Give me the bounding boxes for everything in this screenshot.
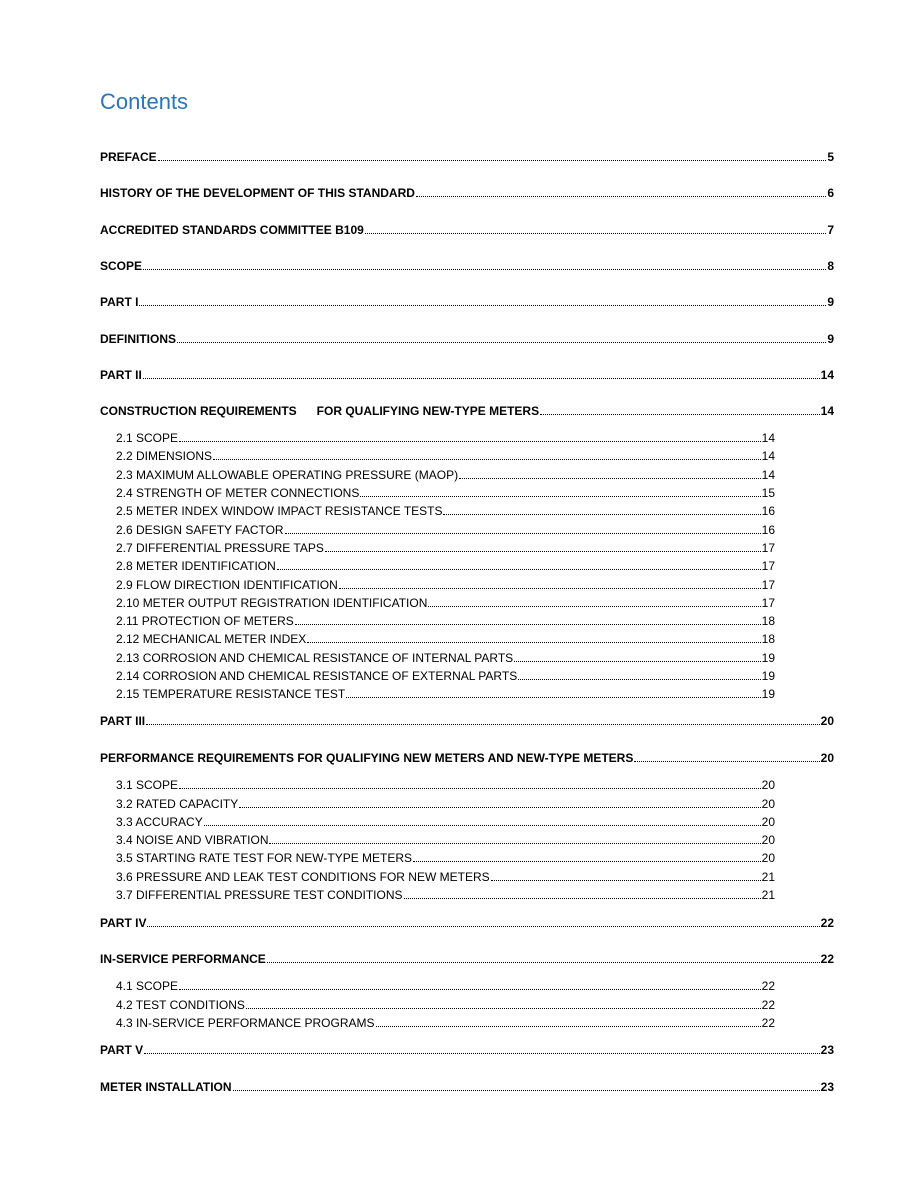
toc-entry-label: 3.5 STARTING RATE TEST FOR NEW-TYPE METERS	[116, 851, 413, 865]
dot-leader	[365, 233, 827, 234]
dot-leader	[295, 624, 761, 625]
toc-entry-label: 2.2 DIMENSIONS	[116, 449, 213, 463]
toc-entry-label: 2.3 MAXIMUM ALLOWABLE OPERATING PRESSURE (MAOP)	[116, 468, 459, 482]
toc-entry-label: PART I	[100, 295, 139, 309]
toc-subsection-entry[interactable]	[116, 997, 775, 1013]
toc-page-number: 14	[820, 368, 834, 382]
toc-entry-label: 2.11 PROTECTION OF METERS	[116, 614, 294, 628]
toc-subsection-entry[interactable]	[116, 850, 775, 866]
toc-subsection-entry[interactable]	[116, 832, 775, 848]
toc-entry-label: 2.13 CORROSION AND CHEMICAL RESISTANCE OF INTERNAL PARTS	[116, 651, 514, 665]
toc-subsection-entry[interactable]	[116, 1015, 775, 1031]
dot-leader	[213, 459, 761, 460]
toc-subsection-entry[interactable]	[116, 558, 775, 574]
toc-subsection-entry[interactable]	[116, 485, 775, 501]
dot-leader	[518, 679, 760, 680]
dot-leader	[339, 588, 761, 589]
toc-page-number: 20	[820, 714, 834, 728]
dot-leader	[514, 661, 760, 662]
toc-entry-label: 2.6 DESIGN SAFETY FACTOR	[116, 523, 284, 537]
toc-subsection-entry[interactable]	[116, 796, 775, 812]
toc-entry-label: DEFINITIONS	[100, 332, 177, 346]
toc-page-number: 7	[827, 223, 834, 237]
toc-page-number: 17	[761, 559, 775, 573]
toc-entry-label: PART V	[100, 1043, 144, 1057]
toc-page-number: 14	[820, 404, 834, 418]
dot-leader	[269, 843, 760, 844]
toc-entry-label: PART III	[100, 714, 146, 728]
toc-page-number: 23	[820, 1043, 834, 1057]
toc-heading-entry[interactable]	[100, 713, 834, 729]
toc-entry-label: 4.1 SCOPE	[116, 979, 179, 993]
page-title: Contents	[100, 89, 189, 114]
toc-entry-label: METER INSTALLATION	[100, 1080, 232, 1094]
toc-entry-label: 3.2 RATED CAPACITY	[116, 797, 239, 811]
dot-leader	[416, 196, 826, 197]
toc-page-number: 22	[761, 1016, 775, 1030]
toc-page-number: 16	[761, 504, 775, 518]
toc-entry-label: 2.15 TEMPERATURE RESISTANCE TEST	[116, 687, 346, 701]
dot-leader	[143, 378, 820, 379]
toc-page-number: 20	[761, 778, 775, 792]
toc-page-number: 20	[761, 797, 775, 811]
toc-entry-label: 2.7 DIFFERENTIAL PRESSURE TAPS	[116, 541, 324, 555]
toc-heading-entry[interactable]	[100, 915, 834, 931]
toc-page-number: 16	[761, 523, 775, 537]
dot-leader	[346, 697, 760, 698]
toc-page-number: 9	[827, 332, 834, 346]
toc-entry-label: 3.4 NOISE AND VIBRATION	[116, 833, 269, 847]
dot-leader	[179, 788, 761, 789]
toc-page-number: 18	[761, 614, 775, 628]
dot-leader	[428, 606, 760, 607]
toc-subsection-entry[interactable]	[116, 686, 775, 702]
dot-leader	[277, 569, 761, 570]
dot-leader	[179, 441, 761, 442]
toc-subsection-entry[interactable]	[116, 777, 775, 793]
toc-entry-label: 2.5 METER INDEX WINDOW IMPACT RESISTANCE TESTS	[116, 504, 443, 518]
toc-entry-label: CONSTRUCTION REQUIREMENTS FOR QUALIFYING NEW-TYPE METERS	[100, 404, 540, 418]
toc-subsection-entry[interactable]	[116, 814, 775, 830]
toc-entry-label: IN-SERVICE PERFORMANCE	[100, 952, 266, 966]
dot-leader	[139, 305, 826, 306]
toc-heading-entry[interactable]	[100, 294, 834, 310]
dot-leader	[404, 898, 761, 899]
toc-page-number: 22	[820, 916, 834, 930]
toc-subsection-entry[interactable]	[116, 448, 775, 464]
dot-leader	[376, 1026, 761, 1027]
toc-entry-label: 4.3 IN-SERVICE PERFORMANCE PROGRAMS	[116, 1016, 375, 1030]
toc-page-number: 17	[761, 596, 775, 610]
toc-page-number: 21	[761, 888, 775, 902]
toc-heading-entry[interactable]	[100, 222, 834, 238]
toc-heading-entry[interactable]	[100, 367, 834, 383]
toc-heading-entry[interactable]	[100, 1042, 834, 1058]
dot-leader	[239, 807, 760, 808]
toc-entry-label: 3.1 SCOPE	[116, 778, 179, 792]
dot-leader	[158, 160, 827, 161]
toc-subsection-entry[interactable]	[116, 887, 775, 903]
toc-page-number: 9	[827, 295, 834, 309]
toc-page-number: 6	[827, 186, 834, 200]
toc-entry-label: 2.14 CORROSION AND CHEMICAL RESISTANCE OF EXTERNAL PARTS	[116, 669, 518, 683]
dot-leader	[147, 926, 819, 927]
toc-page-number: 17	[761, 541, 775, 555]
dot-leader	[246, 1008, 761, 1009]
toc-subsection-entry[interactable]	[116, 978, 775, 994]
toc-entry-label: 2.4 STRENGTH OF METER CONNECTIONS	[116, 486, 360, 500]
toc-heading-entry[interactable]	[100, 750, 834, 766]
toc-entry-label: 3.3 ACCURACY	[116, 815, 203, 829]
toc-heading-entry[interactable]	[100, 403, 834, 419]
toc-subsection-entry[interactable]	[116, 613, 775, 629]
dot-leader	[285, 533, 761, 534]
toc-subsection-entry[interactable]	[116, 467, 775, 483]
toc-page-number: 20	[761, 851, 775, 865]
toc-subsection-entry[interactable]	[116, 540, 775, 556]
toc-heading-entry[interactable]	[100, 1079, 834, 1095]
toc-page-number: 14	[761, 468, 775, 482]
dot-leader	[204, 825, 761, 826]
dot-leader	[143, 269, 826, 270]
toc-entry-label: 2.8 METER IDENTIFICATION	[116, 559, 276, 573]
toc-entry-label: 4.2 TEST CONDITIONS	[116, 998, 245, 1012]
toc-entry-label: 3.6 PRESSURE AND LEAK TEST CONDITIONS FOR NEW METERS	[116, 870, 490, 884]
dot-leader	[307, 642, 760, 643]
toc-page-number: 20	[820, 751, 834, 765]
toc-subsection-entry[interactable]	[116, 650, 775, 666]
toc-page-number: 19	[761, 687, 775, 701]
toc-page-number: 14	[761, 449, 775, 463]
toc-heading-entry[interactable]	[100, 185, 834, 201]
toc-page-number: 14	[761, 431, 775, 445]
toc-subsection-entry[interactable]	[116, 503, 775, 519]
toc-heading-entry[interactable]	[100, 149, 834, 165]
toc-subsection-entry[interactable]	[116, 869, 775, 885]
toc-entry-label: SCOPE	[100, 259, 143, 273]
toc-page-number: 22	[820, 952, 834, 966]
toc-entry-label: PERFORMANCE REQUIREMENTS FOR QUALIFYING NEW METERS AND NEW-TYPE METERS	[100, 751, 634, 765]
dot-leader	[325, 551, 761, 552]
toc-page-number: 21	[761, 870, 775, 884]
toc-subsection-entry[interactable]	[116, 522, 775, 538]
toc-entry-label: ACCREDITED STANDARDS COMMITTEE B109	[100, 223, 364, 237]
toc-subsection-entry[interactable]	[116, 577, 775, 593]
dot-leader	[459, 478, 761, 479]
toc-page-number: 22	[761, 998, 775, 1012]
dot-leader	[177, 342, 826, 343]
dot-leader	[179, 989, 761, 990]
toc-subsection-entry[interactable]	[116, 430, 775, 446]
toc-page-number: 19	[761, 669, 775, 683]
toc-subsection-entry[interactable]	[116, 668, 775, 684]
toc-page-number: 20	[761, 815, 775, 829]
dot-leader	[491, 880, 761, 881]
toc-entry-label: PART IV	[100, 916, 147, 930]
dot-leader	[540, 414, 820, 415]
toc-page-number: 5	[827, 150, 834, 164]
toc-heading-entry[interactable]	[100, 258, 834, 274]
toc-page-number: 8	[827, 259, 834, 273]
dot-leader	[146, 724, 820, 725]
toc-entry-label: PART II	[100, 368, 142, 382]
dot-leader	[413, 861, 761, 862]
toc-page-number: 19	[761, 651, 775, 665]
toc-heading-entry[interactable]	[100, 951, 834, 967]
toc-page-number: 17	[761, 578, 775, 592]
dot-leader	[360, 496, 760, 497]
dot-leader	[233, 1090, 820, 1091]
toc-subsection-entry[interactable]	[116, 631, 775, 647]
toc-entry-label: PREFACE	[100, 150, 157, 164]
toc-page-number: 15	[761, 486, 775, 500]
toc-entry-label: 2.1 SCOPE	[116, 431, 179, 445]
dot-leader	[267, 962, 820, 963]
toc-subsection-entry[interactable]	[116, 595, 775, 611]
dot-leader	[443, 514, 760, 515]
toc-page-number: 20	[761, 833, 775, 847]
toc-page-number: 22	[761, 979, 775, 993]
dot-leader	[144, 1053, 820, 1054]
toc-heading-entry[interactable]	[100, 331, 834, 347]
toc-entry-label: 2.10 METER OUTPUT REGISTRATION IDENTIFICATION	[116, 596, 428, 610]
toc-entry-label: HISTORY OF THE DEVELOPMENT OF THIS STANDARD	[100, 186, 415, 200]
dot-leader	[634, 761, 819, 762]
toc-entry-label: 2.9 FLOW DIRECTION IDENTIFICATION	[116, 578, 338, 592]
toc-page-number: 23	[820, 1080, 834, 1094]
toc-entry-label: 3.7 DIFFERENTIAL PRESSURE TEST CONDITIONS	[116, 888, 403, 902]
toc-page-number: 18	[761, 632, 775, 646]
toc-entry-label: 2.12 MECHANICAL METER INDEX	[116, 632, 307, 646]
